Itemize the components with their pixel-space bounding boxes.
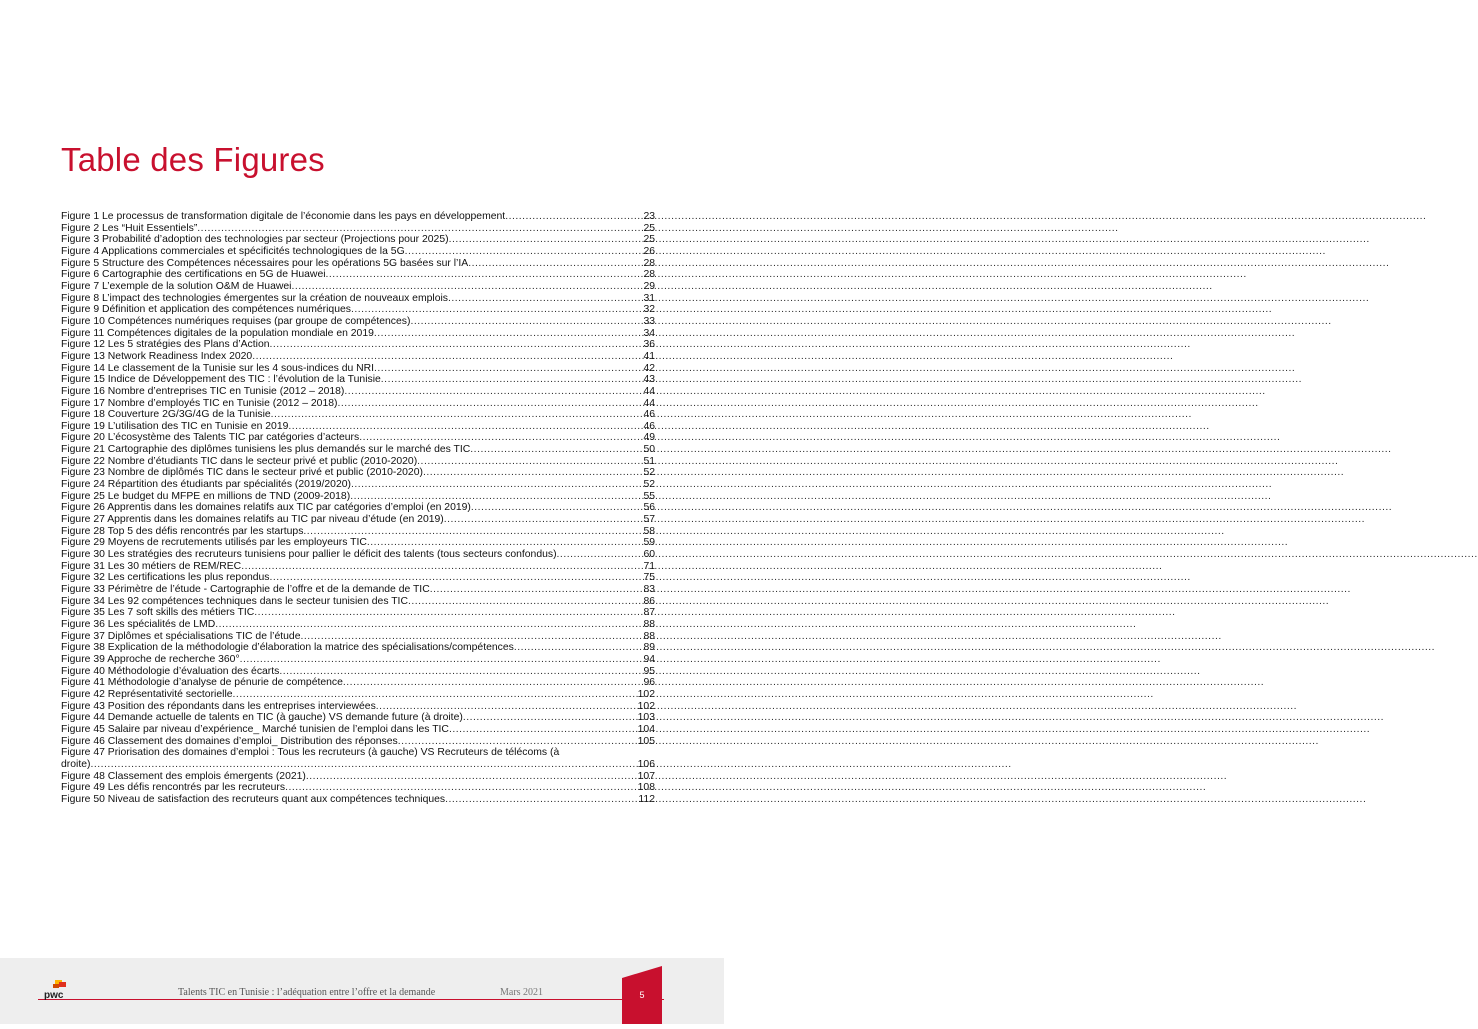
figure-title: Figure 15 Indice de Développement des TIC : l’évolution de la Tunisie — [61, 374, 381, 386]
dot-leader — [344, 386, 643, 398]
dot-leader — [471, 502, 644, 514]
dot-leader — [405, 246, 644, 258]
figure-page-number: 46 — [643, 420, 655, 432]
figure-page-number: 103 — [637, 712, 655, 724]
dot-leader — [240, 654, 644, 666]
figure-page-number: 57 — [643, 514, 655, 526]
figure-title: Figure 24 Répartition des étudiants par spécialités (2019/2020) — [61, 479, 351, 491]
dot-leader — [505, 211, 643, 223]
figure-page-number: 106 — [637, 758, 655, 770]
toc-entry[interactable] — [61, 234, 655, 246]
dot-leader — [90, 759, 637, 771]
figure-title: Figure 29 Moyens de recrutements utilisés par les employeurs TIC — [61, 537, 367, 549]
figure-page-number: 55 — [643, 490, 655, 502]
dot-leader — [301, 631, 644, 643]
toc-entry[interactable] — [61, 572, 655, 584]
figure-title: Figure 12 Les 5 stratégies des Plans d’Action — [61, 339, 270, 351]
figure-page-number: 52 — [643, 479, 655, 491]
dot-leader — [279, 666, 643, 678]
dot-leader — [557, 549, 644, 561]
toc-entry[interactable] — [61, 456, 655, 468]
figure-page-number: 104 — [637, 723, 655, 735]
dot-leader — [270, 572, 644, 584]
toc-entry[interactable] — [61, 794, 655, 806]
figure-title: Figure 20 L’écosystème des Talents TIC par catégories d’acteurs — [61, 432, 360, 444]
figure-title: Figure 22 Nombre d’étudiants TIC dans le secteur privé et public (2010-2020) — [61, 455, 418, 467]
figure-title: Figure 25 Le budget du MFPE en millions de TND (2009-2018) — [61, 490, 351, 502]
dot-leader — [376, 701, 638, 713]
figure-page-number: 102 — [637, 700, 655, 712]
figure-title: Figure 4 Applications commerciales et spécificités technologiques de la 5G — [61, 245, 405, 257]
dot-leader — [430, 584, 644, 596]
figure-page-number: 75 — [643, 572, 655, 584]
figure-page-number: 25 — [643, 234, 655, 246]
figure-title: Figure 6 Cartographie des certifications en 5G de Huawei — [61, 269, 326, 281]
figure-page-number: 58 — [643, 525, 655, 537]
toc-entry[interactable] — [61, 736, 655, 748]
dot-leader — [326, 269, 644, 281]
dot-leader — [337, 398, 643, 410]
dot-leader — [449, 234, 644, 246]
figure-title: Figure 19 L’utilisation des TIC en Tunisie en 2019 — [61, 420, 289, 432]
toc-entry[interactable] — [61, 526, 655, 538]
figure-page-number: 28 — [643, 257, 655, 269]
toc-entry[interactable] — [61, 724, 655, 736]
toc-entry[interactable] — [61, 398, 655, 410]
figure-page-number: 41 — [643, 350, 655, 362]
toc-entry[interactable] — [61, 374, 655, 386]
figure-page-number: 87 — [643, 607, 655, 619]
figure-title: Figure 16 Nombre d’entreprises TIC en Tunisie (2012 – 2018) — [61, 385, 345, 397]
toc-entry[interactable] — [61, 666, 655, 678]
figure-title: Figure 48 Classement des emplois émergents (2021) — [61, 770, 306, 782]
figure-title: Figure 3 Probabilité d’adoption des technologies par secteur (Projections pour 2025) — [61, 234, 449, 246]
figure-page-number: 28 — [643, 269, 655, 281]
toc-entry[interactable] — [61, 304, 655, 316]
figure-page-number: 94 — [643, 653, 655, 665]
toc-entry[interactable] — [61, 316, 655, 328]
toc-entry[interactable] — [61, 258, 655, 270]
toc-entry[interactable] — [61, 782, 655, 794]
dot-leader — [410, 316, 643, 328]
figure-title: Figure 9 Définition et application des compétences numériques — [61, 304, 351, 316]
dot-leader — [291, 281, 643, 293]
toc-entry[interactable] — [61, 409, 655, 421]
figure-title: Figure 33 Périmètre de l’étude - Cartographie de l’offre et de la demande de TIC — [61, 584, 430, 595]
figure-title: Figure 37 Diplômes et spécialisations TIC de l’étude — [61, 630, 301, 642]
dot-leader — [408, 596, 643, 608]
figure-page-number: 29 — [643, 280, 655, 292]
figure-title: Figure 42 Représentativité sectorielle — [61, 688, 233, 700]
figure-page-number: 25 — [643, 222, 655, 234]
figure-page-number: 26 — [643, 245, 655, 257]
figure-title: Figure 13 Network Readiness Index 2020 — [61, 350, 253, 362]
figure-page-number: 52 — [643, 467, 655, 479]
figure-page-number: 46 — [643, 409, 655, 421]
figure-page-number: 49 — [643, 432, 655, 444]
dot-leader — [359, 432, 643, 444]
toc-entry[interactable] — [61, 502, 655, 514]
figure-page-number: 44 — [643, 385, 655, 397]
toc-entry[interactable] — [61, 328, 655, 340]
toc-entry[interactable] — [61, 747, 655, 770]
toc-entry[interactable] — [61, 421, 655, 433]
toc-entry[interactable] — [61, 596, 655, 608]
figure-title: Figure 17 Nombre d’employés TIC en Tunisie (2012 – 2018) — [61, 397, 338, 409]
toc-entry[interactable] — [61, 619, 655, 631]
dot-leader — [398, 736, 638, 748]
figure-title: Figure 39 Approche de recherche 360° — [61, 653, 240, 665]
dot-leader — [514, 642, 644, 654]
figure-title: Figure 10 Compétences numériques requises (par groupe de compétences) — [61, 315, 411, 327]
figure-title: Figure 31 Les 30 métiers de REM/REC — [61, 560, 242, 572]
dot-leader — [448, 293, 643, 305]
figure-title: Figure 35 Les 7 soft skills des métiers TIC — [61, 607, 255, 619]
figure-page-number: 34 — [643, 327, 655, 339]
toc-entry[interactable] — [61, 269, 655, 281]
toc-entry[interactable] — [61, 432, 655, 444]
toc-entry[interactable] — [61, 631, 655, 643]
figure-page-number: 86 — [643, 595, 655, 607]
figure-title: Figure 50 Niveau de satisfaction des recruteurs quant aux compétences techniques — [61, 793, 446, 805]
figure-title: Figure 45 Salaire par niveau d’expérience_ Marché tunisien de l’emploi dans les TIC — [61, 723, 449, 735]
dot-leader — [270, 339, 644, 351]
figure-page-number: 60 — [643, 549, 655, 561]
dot-leader — [470, 444, 643, 456]
figure-page-number: 108 — [637, 782, 655, 794]
figure-page-number: 51 — [643, 455, 655, 467]
dot-leader — [306, 771, 638, 783]
toc-entry[interactable] — [61, 211, 655, 223]
dot-leader — [351, 304, 643, 316]
dot-leader — [374, 363, 643, 375]
figure-title: Figure 7 L’exemple de la solution O&M de Huawei — [61, 280, 292, 292]
figure-title: Figure 46 Classement des domaines d’emploi_ Distribution des réponses — [61, 735, 398, 747]
figure-page-number: 96 — [643, 677, 655, 689]
toc-entry[interactable] — [61, 351, 655, 363]
dot-leader — [303, 526, 643, 538]
figure-page-number: 88 — [643, 618, 655, 630]
figure-page-number: 42 — [643, 362, 655, 374]
dot-leader — [444, 514, 644, 526]
dot-leader — [417, 456, 643, 468]
toc-entry[interactable] — [61, 712, 655, 724]
figure-title: Figure 32 Les certifications les plus repondus — [61, 572, 270, 584]
figure-title: Figure 26 Apprentis dans les domaines relatifs aux TIC par catégories d’emploi (en 2019) — [61, 502, 471, 514]
toc-entry[interactable] — [61, 223, 655, 235]
figure-page-number: 31 — [643, 292, 655, 304]
dot-leader — [197, 223, 643, 235]
figure-title: Figure 14 Le classement de la Tunisie sur les 4 sous-indices du NRI — [61, 362, 375, 374]
dot-leader — [215, 619, 643, 631]
toc-entry[interactable] — [61, 281, 655, 293]
dot-leader — [463, 712, 638, 724]
page-title: Table des Figures — [61, 141, 325, 178]
figure-page-number: 43 — [643, 374, 655, 386]
toc-entry[interactable] — [61, 386, 655, 398]
figure-page-number: 105 — [637, 735, 655, 747]
toc-entry[interactable] — [61, 642, 655, 654]
figure-title: Figure 21 Cartographie des diplômes tunisiens les plus demandés sur le marché des TIC — [61, 444, 471, 456]
figure-page-number: 95 — [643, 665, 655, 677]
figure-title: Figure 1 Le processus de transformation digitale de l’économie dans les pays en développement — [61, 211, 506, 222]
dot-leader — [381, 374, 644, 386]
toc-entry[interactable] — [61, 607, 655, 619]
toc-entry[interactable] — [61, 537, 655, 549]
toc-entry[interactable] — [61, 771, 655, 783]
figure-page-number: 23 — [643, 211, 655, 222]
figure-title: Figure 38 Explication de la méthodologie d’élaboration la matrice des spécialisations/compétences — [61, 642, 514, 654]
figure-page-number: 56 — [643, 502, 655, 514]
figure-page-number: 44 — [643, 397, 655, 409]
dot-leader — [252, 351, 643, 363]
figure-title: Figure 28 Top 5 des défis rencontrés par les startups — [61, 525, 304, 537]
figure-title: Figure 44 Demande actuelle de talents en TIC (à gauche) VS demande future (à droite) — [61, 712, 463, 724]
dot-leader — [367, 537, 644, 549]
toc-entry[interactable] — [61, 246, 655, 258]
figure-title: Figure 2 Les “Huit Essentiels” — [61, 222, 198, 234]
figure-page-number: 33 — [643, 315, 655, 327]
figure-page-number: 59 — [643, 537, 655, 549]
figure-page-number: 88 — [643, 630, 655, 642]
figure-page-number: 83 — [643, 584, 655, 595]
figure-title: Figure 40 Méthodologie d’évaluation des écarts — [61, 665, 280, 677]
dot-leader — [233, 689, 638, 701]
figure-page-number: 71 — [643, 560, 655, 572]
toc-entry[interactable] — [61, 363, 655, 375]
figure-title: Figure 43 Position des répondants dans les entreprises interviewées — [61, 700, 376, 712]
pwc-logo-text: pwc — [44, 990, 64, 1001]
figure-page-number: 89 — [643, 642, 655, 654]
dot-leader — [468, 258, 643, 270]
figure-title: Figure 47 Priorisation des domaines d’emploi : Tous les recruteurs (à gauche) VS Recruteurs de télécoms (à — [61, 747, 560, 759]
figure-title-continuation: droite) — [61, 758, 91, 770]
dot-leader — [343, 677, 644, 689]
toc-entry[interactable] — [61, 514, 655, 526]
page-number: 5 — [639, 990, 645, 1000]
toc-entry[interactable] — [61, 491, 655, 503]
toc-entry[interactable] — [61, 293, 655, 305]
dot-leader — [445, 794, 638, 806]
toc-entry[interactable] — [61, 701, 655, 713]
dot-leader — [351, 479, 643, 491]
figure-page-number: 50 — [643, 444, 655, 456]
figure-title: Figure 34 Les 92 compétences techniques dans le secteur tunisien des TIC — [61, 595, 408, 607]
toc-entry[interactable] — [61, 444, 655, 456]
dot-leader — [374, 328, 644, 340]
figure-page-number: 32 — [643, 304, 655, 316]
toc-entry[interactable] — [61, 654, 655, 666]
figure-title: Figure 41 Méthodologie d’analyse de pénurie de compétence — [61, 677, 343, 689]
toc-entry[interactable] — [61, 549, 655, 561]
dot-leader — [449, 724, 638, 736]
figure-title: Figure 5 Structure des Compétences nécessaires pour les opérations 5G basées sur l’IA — [61, 257, 469, 269]
figure-title: Figure 27 Apprentis dans les domaines relatifs au TIC par niveau d’étude (en 2019) — [61, 514, 444, 526]
dot-leader — [241, 561, 643, 573]
figure-title: Figure 30 Les stratégies des recruteurs tunisiens pour pallier le déficit des talents (tous secteurs confondus) — [61, 549, 557, 561]
pwc-logo — [42, 978, 72, 1002]
figure-title: Figure 18 Couverture 2G/3G/4G de la Tunisie — [61, 409, 271, 421]
figure-title: Figure 49 Les défis rencontrés par les recruteurs — [61, 782, 286, 794]
footer-document-title: Talents TIC en Tunisie : l’adéquation entre l’offre et la demande — [178, 987, 436, 998]
toc-entry[interactable] — [61, 689, 655, 701]
toc-entry[interactable] — [61, 467, 655, 479]
pwc-logo-mark — [42, 978, 72, 1002]
toc-entry[interactable] — [61, 677, 655, 689]
figure-page-number: 112 — [638, 793, 655, 805]
figure-page-number: 102 — [637, 688, 655, 700]
dot-leader — [254, 607, 643, 619]
figure-title: Figure 36 Les spécialités de LMD — [61, 618, 216, 630]
toc-entry[interactable] — [61, 479, 655, 491]
table-of-figures — [61, 211, 655, 805]
dot-leader — [288, 421, 643, 433]
figure-page-number: 36 — [643, 339, 655, 351]
figure-title: Figure 11 Compétences digitales de la population mondiale en 2019 — [61, 327, 374, 339]
toc-entry[interactable] — [61, 561, 655, 573]
toc-entry[interactable] — [61, 584, 655, 596]
toc-entry[interactable] — [61, 339, 655, 351]
dot-leader — [350, 491, 643, 503]
footer-divider — [38, 999, 664, 1000]
dot-leader — [271, 409, 644, 421]
footer-date: Mars 2021 — [500, 987, 544, 998]
figure-title: Figure 8 L’impact des technologies émergentes sur la création de nouveaux emplois — [61, 292, 448, 304]
dot-leader — [423, 467, 644, 479]
figure-page-number: 107 — [637, 770, 655, 782]
dot-leader — [285, 782, 638, 794]
figure-title: Figure 23 Nombre de diplômés TIC dans le secteur privé et public (2010-2020) — [61, 467, 423, 479]
